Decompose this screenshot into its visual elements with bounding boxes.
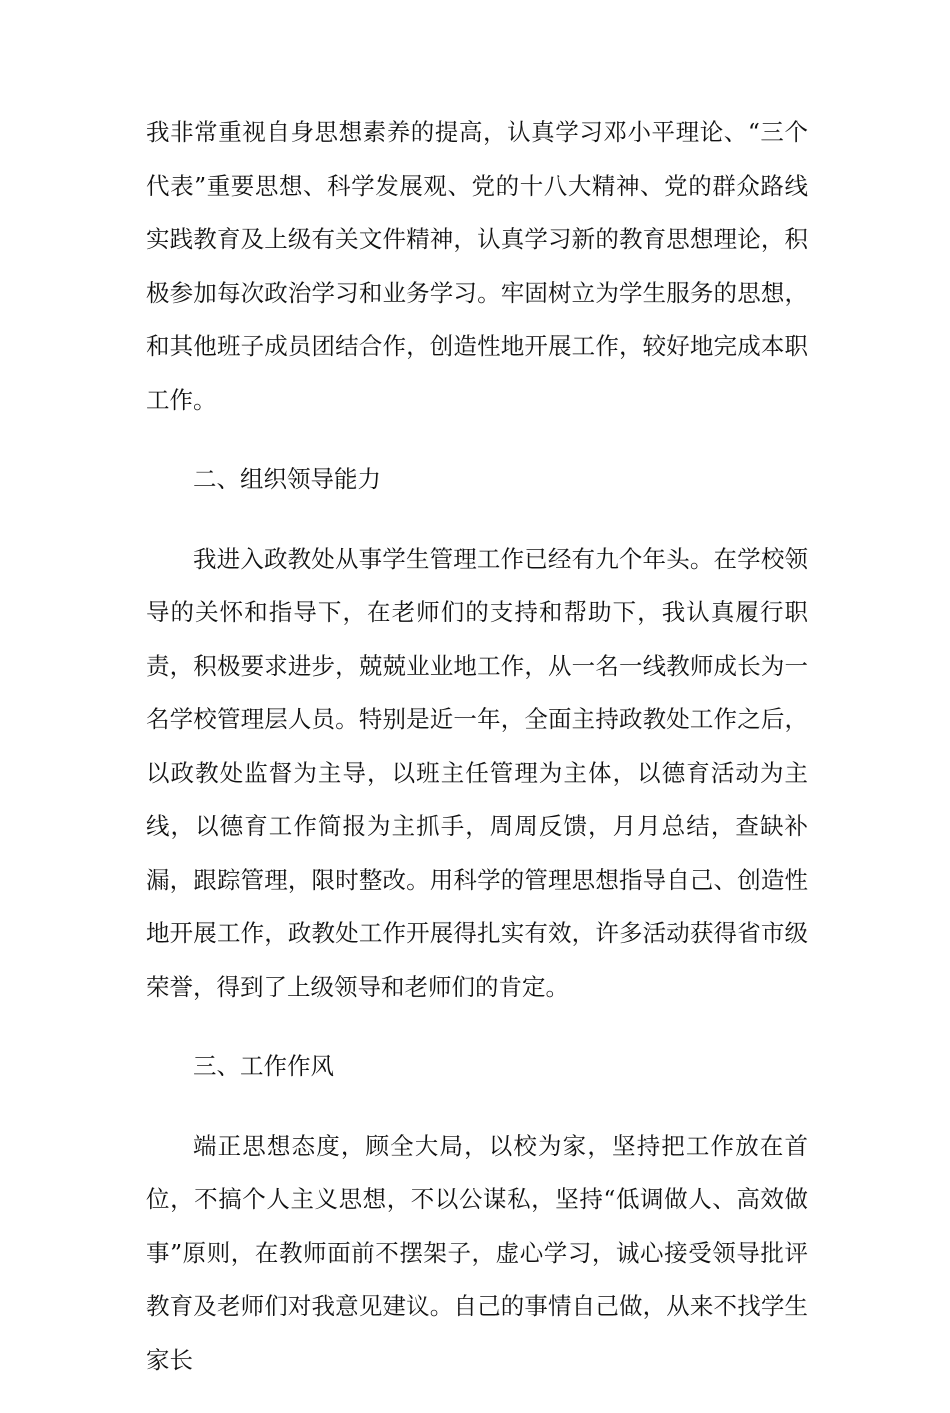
work-style-paragraph: 端正思想态度，顾全大局，以校为家，坚持把工作放在首位，不搞个人主义思想，不以公谋私，坚持“低调做人、高效做事”原则，在教师面前不摆架子，虚心学习，诚心接受领导批评教育及老师们对我意见建议。自己的事情自己做，从来不找学生家长 — [146, 1131, 808, 1374]
leadership-paragraph: 我进入政教处从事学生管理工作已经有九个年头。在学校领导的关怀和指导下，在老师们的支持和帮助下，我认真履行职责，积极要求进步，兢兢业业地工作，从一名一线教师成长为一名学校管理层人员。特别是近一年，全面主持政教处工作之后，以政教处监督为主导，以班主任管理为主体，以德育活动为主线，以德育工作简报为主抓手，周周反馈，月月总结，查缺补漏，跟踪管理，限时整改。用科学的管理思想指导自己、创造性地开展工作，政教处工作开展得扎实有效，许多活动获得省市级荣誉，得到了上级领导和老师们的肯定。 — [146, 544, 808, 1001]
section-heading-leadership: 二、组织领导能力 — [193, 465, 381, 493]
intro-paragraph: 我非常重视自身思想素养的提高，认真学习邓小平理论、“三个代表”重要思想、科学发展观、党的十八大精神、党的群众路线实践教育及上级有关文件精神，认真学习新的教育思想理论，积极参加每次政治学习和业务学习。牢固树立为学生服务的思想，和其他班子成员团结合作，创造性地开展工作，较好地完成本职工作。 — [146, 118, 808, 414]
document-body — [146, 106, 808, 1413]
section-heading-work-style: 三、工作作风 — [193, 1052, 334, 1080]
